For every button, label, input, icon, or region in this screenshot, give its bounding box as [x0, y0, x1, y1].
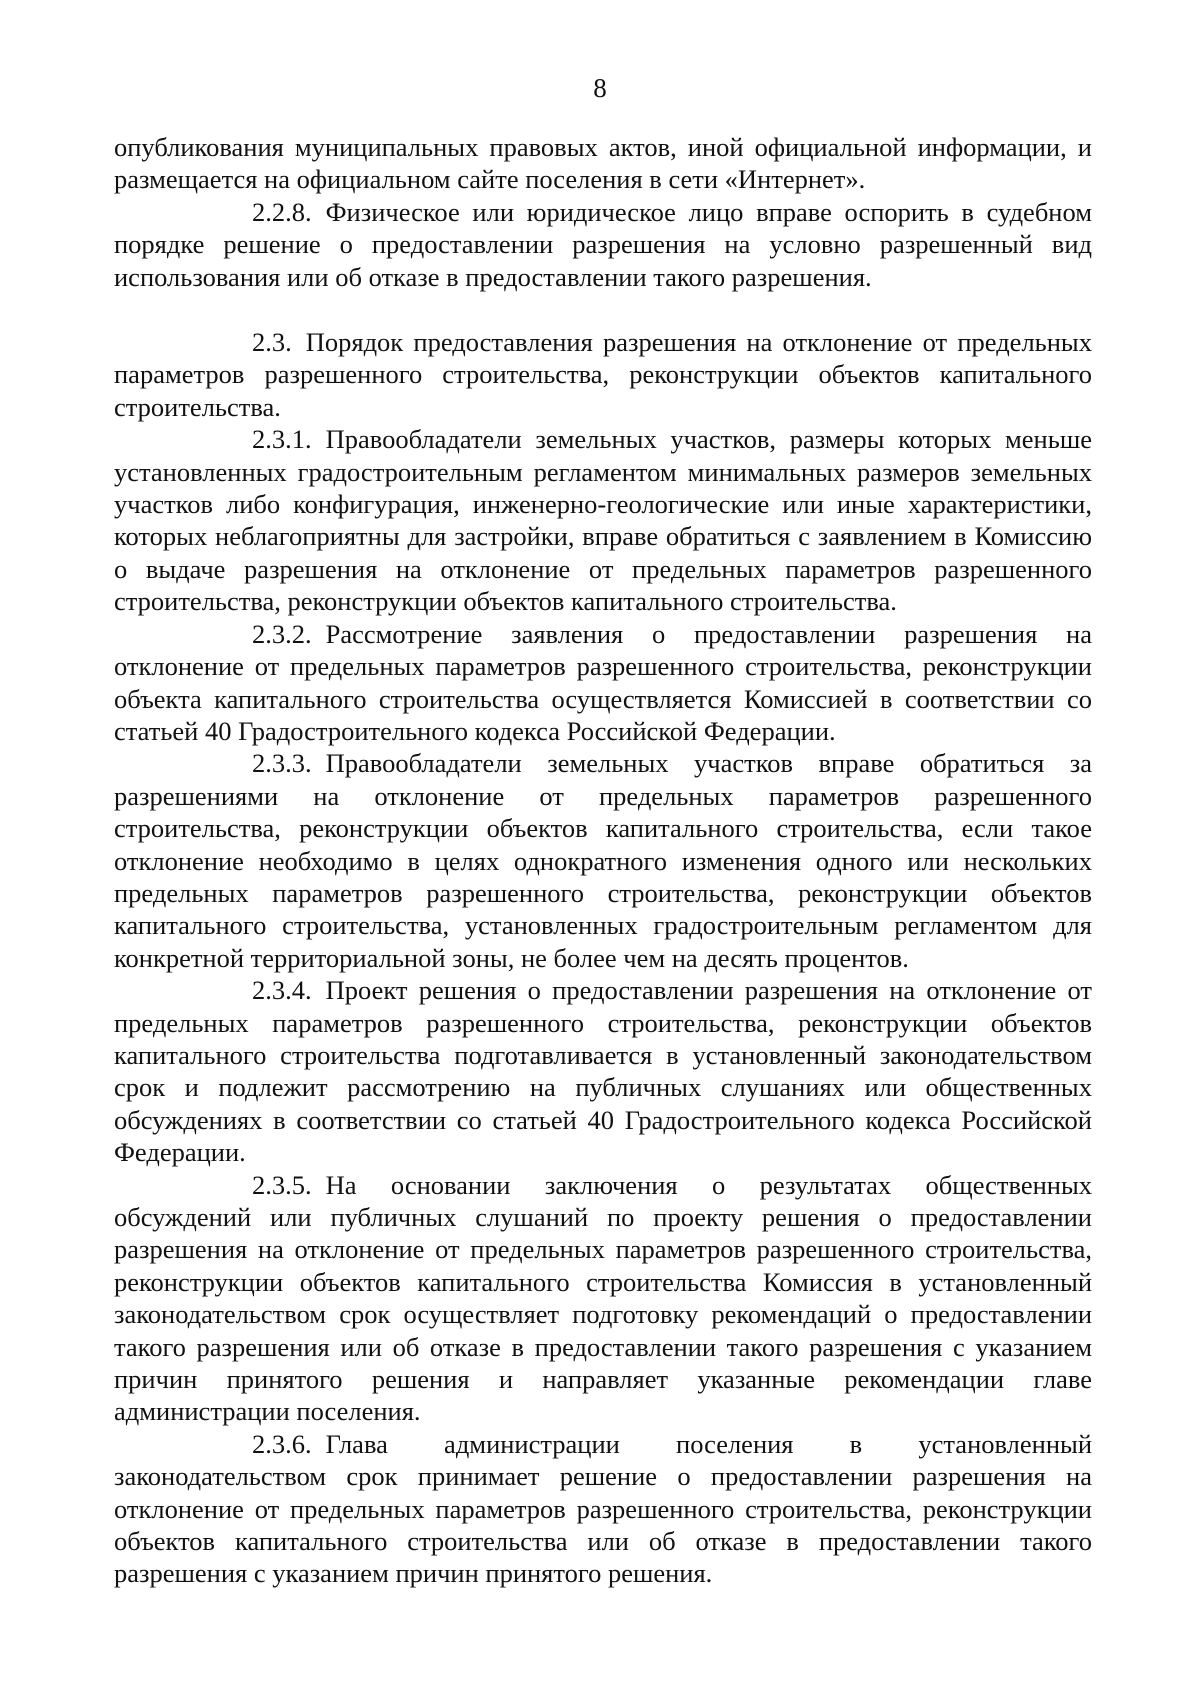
- paragraph-number: 2.3.5.: [252, 1169, 312, 1200]
- paragraph-text: Проект решения о предоставлении разрешения на отклонение от предельных параметров разрешенного строительства, реконструкции объектов капитального строительства подготавливается в установленный законодательством срок и подлежит рассмотрению на публичных слушаниях или общественных обсуждениях в соответствии со статьей 40 Градостроительного кодекса Российской Федерации.: [114, 975, 1092, 1168]
- paragraph-number: 2.2.8.: [252, 196, 312, 227]
- paragraph-continuation: [114, 131, 1092, 196]
- paragraph-number: 2.3.2.: [252, 618, 312, 649]
- paragraph-number: 2.3.1.: [252, 424, 312, 455]
- section-heading-2-3: [114, 326, 1092, 423]
- paragraph-text: Глава администрации поселения в установленный законодательством срок принимает решение о предоставлении разрешения на отклонение от предельных параметров разрешенного строительства, реконструкции объектов капитального строительства или об отказе в предоставлении такого разрешения с указанием причин принятого решения.: [114, 1428, 1092, 1589]
- section-number: 2.3.: [252, 327, 292, 358]
- section-heading-text: Порядок предоставления разрешения на отклонение от предельных параметров разрешенного строительства, реконструкции объектов капитального строительства.: [114, 327, 1092, 422]
- paragraph-2-3-6: [114, 1428, 1092, 1590]
- document-body: [114, 131, 1092, 1590]
- paragraph-number: 2.3.6.: [252, 1428, 312, 1459]
- paragraph-text: опубликования муниципальных правовых актов, иной официальной информации, и размещается на официальном сайте поселения в сети «Интернет».: [114, 132, 1092, 195]
- page-number: 8: [593, 73, 607, 103]
- paragraph-2-3-1: [114, 423, 1092, 617]
- paragraph-text: На основании заключения о результатах общественных обсуждений или публичных слушаний по проекту решения о предоставлении разрешения на отклонение от предельных параметров разрешенного строительства, реконструкции объектов капитального строительства Комиссия в установленный законодательством срок осуществляет подготовку рекомендаций о предоставлении такого разрешения или об отказе в предоставлении такого разрешения с указанием причин принятого решения и направляет указанные рекомендации главе администрации поселения.: [114, 1169, 1092, 1427]
- paragraph-2-3-5: [114, 1169, 1092, 1428]
- paragraph-2-3-2: [114, 618, 1092, 748]
- paragraph-text: Физическое или юридическое лицо вправе оспорить в судебном порядке решение о предоставлении разрешения на условно разрешенный вид использования или об отказе в предоставлении такого разрешения.: [114, 196, 1092, 292]
- paragraph-number: 2.3.3.: [252, 748, 312, 779]
- paragraph-number: 2.3.4.: [252, 975, 312, 1006]
- paragraph-2-3-3: [114, 747, 1092, 974]
- paragraph-2-3-4: [114, 974, 1092, 1168]
- paragraph-text: Правообладатели земельных участков, размеры которых меньше установленных градостроительным регламентом минимальных размеров земельных участков либо конфигурация, инженерно-геологические или иные характеристики, которых неблагоприятны для застройки, вправе обратиться с заявлением в Комиссию о выдаче разрешения на отклонение от предельных параметров разрешенного строительства, реконструкции объектов капитального строительства.: [114, 424, 1092, 617]
- paragraph-text: Рассмотрение заявления о предоставлении разрешения на отклонение от предельных параметров разрешенного строительства, реконструкции объекта капитального строительства осуществляется Комиссией в соответствии со статьей 40 Градостроительного кодекса Российской Федерации.: [114, 618, 1092, 746]
- section-spacer: [114, 293, 1092, 326]
- paragraph-text: Правообладатели земельных участков вправе обратиться за разрешениями на отклонение от предельных параметров разрешенного строительства, реконструкции объектов капитального строительства, если такое отклонение необходимо в целях однократного изменения одного или нескольких предельных параметров разрешенного строительства, реконструкции объектов капитального строительства, установленных градостроительным регламентом для конкретной территориальной зоны, не более чем на десять процентов.: [114, 748, 1092, 973]
- paragraph-2-2-8: [114, 196, 1092, 293]
